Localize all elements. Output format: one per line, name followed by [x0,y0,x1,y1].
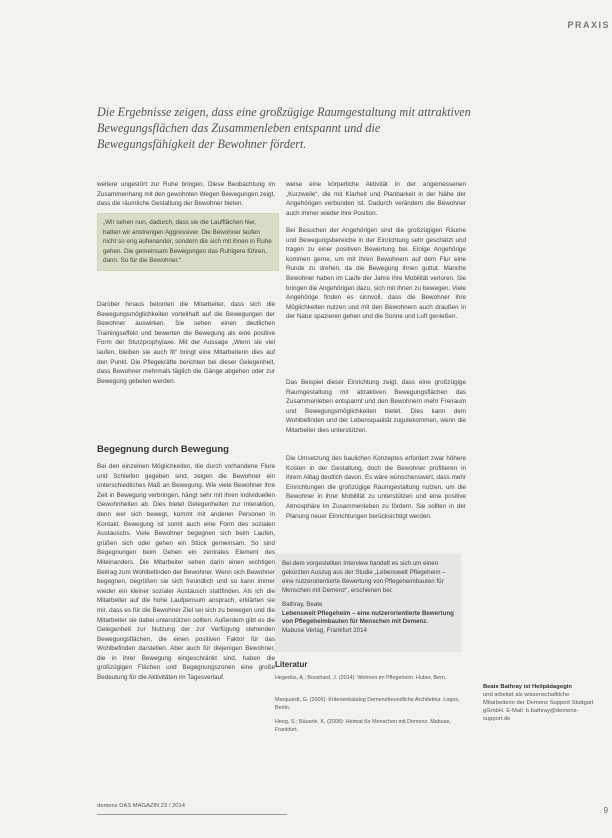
book-author: Bathray, Beate [282,600,323,608]
author-note-name: Beate Bathray ist Heilpädagogin [483,684,572,690]
lead-text: Die Ergebnisse zeigen, dass eine großzügige Raumgestaltung mit attraktiven Bewegungsflächen das Zusammenleben entspannt und die Bewegungsfähigkeit der Bewohner fördert. [97,105,471,151]
section-heading: Begegnung durch Bewegung [97,444,229,455]
col1-mid-text: Darüber hinaus betonten die Mitarbeiter, dass sich die Bewegungsmöglichkeiten vorteilhaft auf die Bewegungen der Bewohner auswirken. Sie sehen einen deutlichen Trainingseffekt und bewerten die Bewegung als eine positive Form der Sturzprophylaxe. Mit der Aussage „Wenn sie viel laufen, bleiben sie auch fit“ bringt eine Mitarbeiterin dies auf den Punkt. Die Pflegekräfte berichten bei dieser Gelegenheit, dass Bewohner mehrmals täglich die Gänge abgehen oder zur Bewegung gebeten werden. [97,301,275,385]
col1-top-text: weitere ungestört zur Ruhe bringen. Diese Beobachtung im Zusammenhang mit den gewohnten Wegen Bewegungen zeigt, dass die räumliche Gestaltung der Bewohner bieten. [97,181,275,208]
literature-item: Heeg, S.; Bäuerle, K. (2008): Heimat für Menschen mit Demenz. Mabuse, Frankfurt. [275,719,451,733]
book-info-box [275,554,461,652]
col2-mid-text: Bei Besuchen der Angehörigen sind die großzügigen Räume und Bewegungsbereiche in der Einrichtung sehr geschätzt und tragen zu einer positiven Bewertung bei. Einige Angehörige kommen gerne, um mit ihren Bewohnern auf dem Flur eine Runde zu drehen, da die Bewegung ihnen guttut. Manche Bewohner haben im Laufe der Jahre ihre Mobilität verloren. Sie bringen die Angehörigen dazu, sich mit ihnen zu bewegen. Viele Angehörige finden es sinnvoll, dass die Bewohner ihre Möglichkeiten nutzen und mit den Bewohnern auch draußen in der Natur spazieren gehen und die Sonne und Luft genießen. [286,227,466,321]
footer-rule [97,814,287,815]
col2-paragraph-2: Das Beispiel dieser Einrichtung zeigt, dass eine großzügige Raumgestaltung mit attraktiven Bewegungsflächen das Zusammenleben entspannt und den Bewohnern mehr Freiraum und Bewegungsmöglichkeiten bietet. Dies kann dem Wohlbefinden und der Lebensqualität zugutekommen, wenn die Mitarbeiter dies unterstützen. [286,379,466,434]
book-title: Lebenswelt Pflegeheim – eine nutzerorientierte Bewertung von Pflegeheimbauten für Menschen mit Demenz. [282,609,454,626]
literature-item: Hegedüs, A.; Bosshard, J. (2014): Wohnen im Pflegeheim. Huber, Bern. [275,675,447,681]
col1-bottom-text: Bei den einzelnen Möglichkeiten, die durch vorhandene Flure und Schleifen gegeben sind, zeigen die Bewohner ein unterschiedliches Maß an Bewegung. Wie viele Bewohner ihre Zeit in Bewegung verbringen, hängt sehr mit ihren individuellen Gewohnheiten ab. Dies bietet Gelegenheiten zur Interaktion, denn wer sich bewegt, kommt mit anderen Personen in Kontakt. Bewegung ist somit auch eine Form des sozialen Austauschs. Viele Bewohner begegnen sich beim Laufen, grüßen sich oder gehen ein Stück gemeinsam. So sind Begegnungen beim Gehen ein zentrales Element des Miteinanders. Die Mitarbeiter sehen darin einen wichtigen Beitrag zum Wohlbefinden der Bewohner. Wenn sich Bewohner begegnen, begrüßen sie sich freundlich und so kann immer wieder ein kleiner sozialer Austausch stattfinden. Als ich die Mitarbeiter auf die hohe Laufpensum ansprach, erklärten sie mir, dass es für die Bewohner Ziel sei sich zu bewegen und die Mitarbeiter sie dabei unterstützen sollten. Außerdem gibt es die Gelegenheit zur Nutzung der zur Verfügung stehenden Bewegungsflächen, die einen positiven Faktor für das Wohlbefinden darstellen. Aber auch für diejenigen Bewohner, die in ihrer Bewegung eingeschränkt sind, haben die großzügigen Flächen und Begegnungszonen eine große Bedeutung für die Aktivitäten im Tagesverlauf. [97,463,275,682]
col2-top-text: weise eine körperliche Aktivität in der angemessenen „Kurzweile“, die mit Klarheit und Planbarkeit in der Nähe der Angehörigen verbunden ist. Dadurch verändern die Bewohner auch immer wieder ihre Position. [286,181,466,217]
section-tag: PRAXIS [567,20,610,30]
literature-heading: Literatur [275,660,308,669]
col2-paragraph-3: Die Umsetzung des baulichen Konzeptes erfordert zwar höhere Kosten in der Gestaltung, doch die Bewohner profitieren in ihrem Alltag deutlich davon. Es wäre wünschenswert, dass mehr Einrichtungen die großzügige Raumgestaltung nutzen, um die Bewohner in ihrer Mobilität zu unterstützen und eine positive Atmosphäre im Zusammenleben zu fördern. Sie sollten in der Planung neuer Einrichtungen berücksichtigt werden. [286,455,466,520]
page-number: 9 [603,806,608,815]
book-publisher: Mabuse Verlag, Frankfurt 2014 [282,627,367,635]
author-note-text: und arbeitet als wissenschaftliche Mitarbeiterin der Demenz Support Stuttgart gGmbH. E-Mail: b.bathray@demenz-support.de [483,692,594,722]
literature-item: Marquardt, G. (2006): Kriterienkatalog Demenzfreundliche Architektur. Logos, Berlin. [275,697,460,711]
quote-box: „Wir sehen nun, dadurch, dass sie die Laufflächen hier, hatten wir anstrengen Aggressiver. Die Bewohner laufen nicht so eng aufeinander, sondern die sich mit ihnen in Ruhe gehen. Die gemeinsam Bewegungen das Ruhigere führen, dann. So für die Bewohner.“ [97,213,279,271]
footer-text: demenz DAS MAGAZIN 23 / 2014 [97,803,185,809]
author-note [483,683,595,723]
book-info-text: Bei dem vorgestellten Interview handelt es sich um einen gekürzten Auszug aus der Studie „Lebenswelt Pflegeheim – eine nutzerorientierte Bewertung von Pflegeheimbauten für Menschen mit Demenz“, erschienen bei: [282,560,446,594]
